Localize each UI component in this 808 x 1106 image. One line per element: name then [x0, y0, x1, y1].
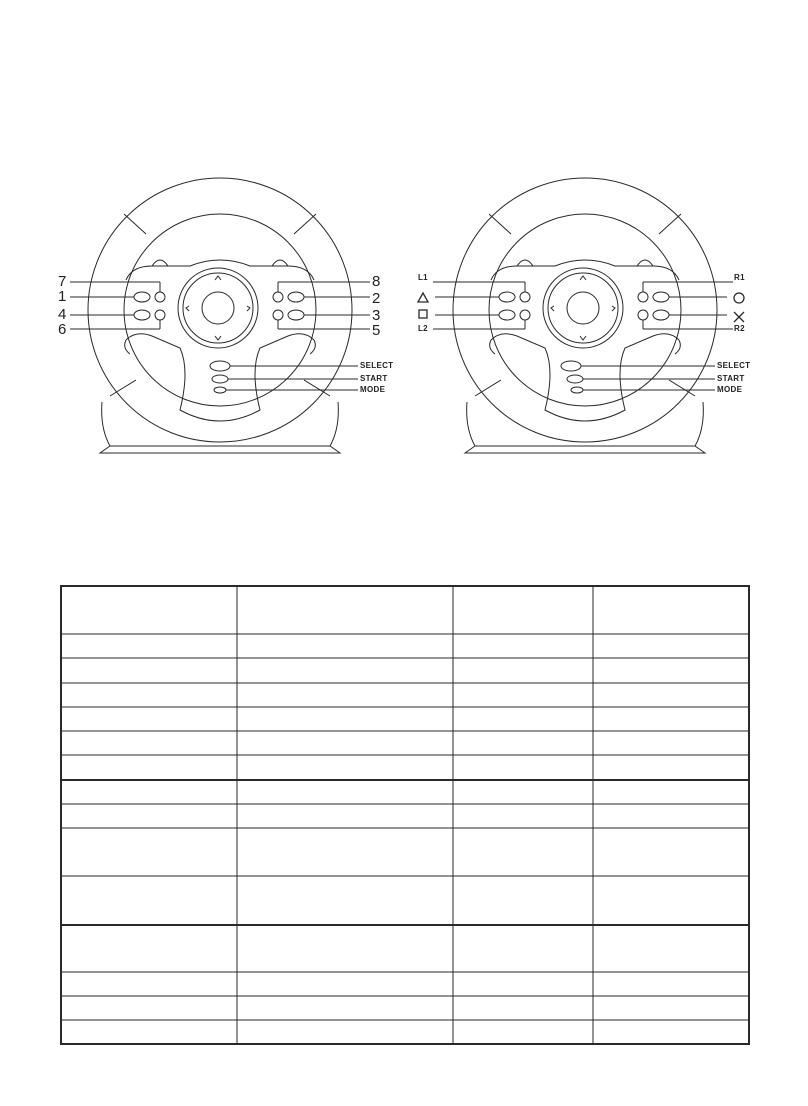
label-8: 8	[372, 273, 381, 290]
label-mode: MODE	[360, 385, 386, 394]
square-icon	[419, 310, 427, 318]
steering-wheel-diagram-symbols	[405, 170, 765, 460]
circle-icon	[734, 293, 744, 303]
label-select: SELECT	[360, 361, 394, 370]
wheel-drawing	[40, 170, 400, 460]
label-5: 5	[372, 322, 381, 339]
label-l1: L1	[418, 273, 428, 282]
label-start: START	[360, 374, 388, 383]
label-2: 2	[372, 290, 381, 307]
cross-icon	[734, 312, 744, 322]
label-7: 7	[58, 273, 67, 290]
label-3: 3	[372, 307, 381, 324]
button-mapping-table	[60, 585, 750, 1045]
label-r2: R2	[734, 324, 745, 333]
steering-wheel-diagram-numbered	[40, 170, 400, 460]
label-start: START	[717, 374, 745, 383]
wheel-drawing	[405, 170, 765, 460]
label-r1: R1	[734, 273, 745, 282]
label-mode: MODE	[717, 385, 743, 394]
label-l2: L2	[418, 324, 428, 333]
table-grid	[60, 585, 750, 1045]
label-4: 4	[58, 306, 67, 323]
label-1: 1	[58, 288, 67, 305]
label-select: SELECT	[717, 361, 751, 370]
triangle-icon	[418, 293, 428, 302]
label-6: 6	[58, 321, 67, 338]
